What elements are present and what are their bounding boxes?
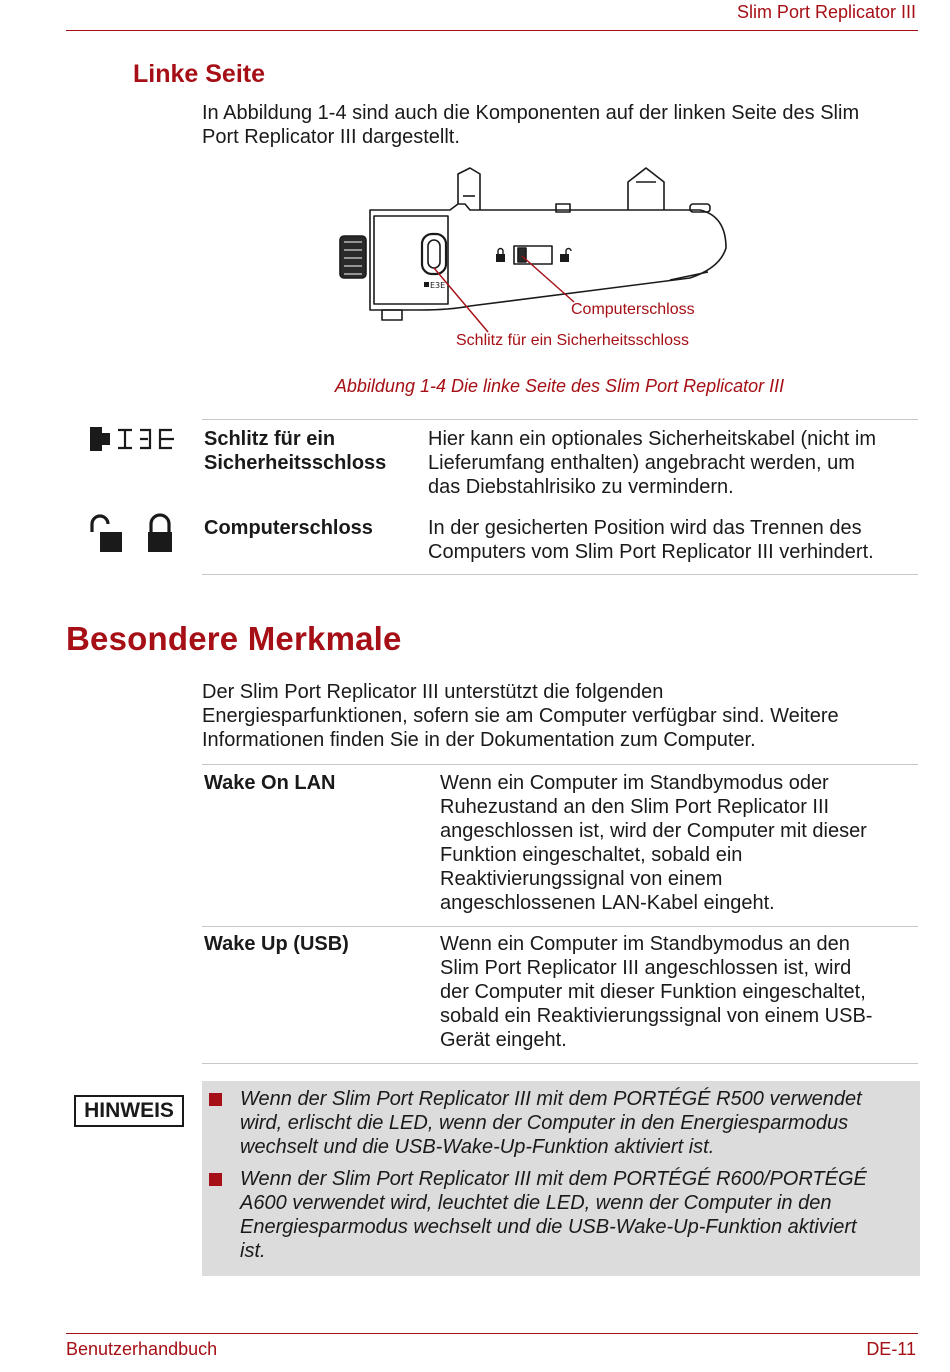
desc-wake-on-lan (440, 771, 867, 915)
intro-line: Informationen finden Sie in der Dokumentation zum Computer. (202, 729, 756, 751)
desc-line: Slim Port Replicator III angeschlossen ist, wird (440, 957, 852, 979)
table-row (202, 420, 918, 510)
feature-table (202, 764, 918, 1064)
note-line: Energiesparmodus wechselt und die USB-Wake-Up-Funktion aktiviert (240, 1216, 857, 1238)
desc-line: Wenn ein Computer im Standbymodus oder (440, 772, 829, 794)
desc-line: angeschlossenen LAN-Kabel eingeht. (440, 892, 775, 914)
term-wake-on-lan: Wake On LAN (204, 772, 336, 794)
figure-device-left-side (330, 160, 750, 360)
intro-line: Port Replicator III dargestellt. (202, 126, 460, 148)
term-line: Schlitz für ein (204, 428, 336, 450)
term-security-slot (204, 427, 386, 475)
desc-line: Hier kann ein optionales Sicherheitskabel (nicht im (428, 428, 877, 450)
footer-left: Benutzerhandbuch (66, 1339, 218, 1359)
component-table (202, 419, 918, 575)
device-illustration (330, 160, 750, 360)
note-line: wird, erlischt die LED, wenn der Computer in den Energiesparmodus (240, 1112, 849, 1134)
desc-line: Wenn ein Computer im Standbymodus an den (440, 933, 850, 955)
desc-line: sobald ein Reaktivierungssignal von einem USB- (440, 1005, 873, 1027)
desc-computerschloss (428, 516, 874, 564)
callout-computerschloss: Computerschloss (571, 301, 695, 318)
desc-line: angeschlossen ist, wird der Computer mit dieser (440, 820, 867, 842)
desc-line: Reaktivierungssignal von einem (440, 868, 723, 890)
intro-line: In Abbildung 1-4 sind auch die Komponenten auf der linken Seite des Slim (202, 102, 860, 124)
note-bullet-1 (240, 1087, 918, 1159)
desc-line: der Computer mit dieser Funktion eingeschaltet, (440, 981, 866, 1003)
desc-security-slot (428, 427, 876, 499)
desc-line: Computers vom Slim Port Replicator III verhindert. (428, 541, 874, 563)
page-number: DE-11 (866, 1339, 916, 1359)
section-heading-besondere-merkmale: Besondere Merkmale (66, 620, 402, 657)
note-line: A600 verwendet wird, leuchtet die LED, wenn der Computer in den (240, 1192, 832, 1214)
desc-wake-up-usb (440, 932, 872, 1052)
unlocked-icon (92, 516, 122, 552)
table-row (202, 765, 918, 926)
figure-caption: Abbildung 1-4 Die linke Seite des Slim Port Replicator III (334, 376, 785, 396)
security-slot-icon (88, 424, 176, 454)
section-heading-linke-seite: Linke Seite (133, 60, 265, 88)
page-header (66, 0, 918, 31)
locked-icon (148, 515, 172, 552)
term-line: Computerschloss (204, 517, 373, 539)
note-box (202, 1081, 920, 1276)
bullet-icon (209, 1093, 222, 1106)
desc-line: In der gesicherten Position wird das Trennen des (428, 517, 862, 539)
desc-line: das Diebstahlrisiko zu vermindern. (428, 476, 734, 498)
note-bullet-2 (240, 1167, 918, 1263)
note-label: HINWEIS (74, 1095, 184, 1127)
term-line: Sicherheitsschloss (204, 452, 387, 474)
section1-intro (202, 101, 859, 149)
term-computerschloss (204, 516, 373, 540)
note-line: Wenn der Slim Port Replicator III mit dem PORTÉGÉ R600/PORTÉGÉ (240, 1168, 867, 1190)
desc-line: Gerät eingeht. (440, 1029, 567, 1051)
table-row (202, 510, 918, 574)
note-line: Wenn der Slim Port Replicator III mit dem PORTÉGÉ R500 verwendet (240, 1088, 862, 1110)
desc-line: Funktion eingeschaltet, sobald ein (440, 844, 743, 866)
lock-icons (88, 512, 180, 554)
term-wake-up-usb: Wake Up (USB) (204, 933, 349, 955)
header-title: Slim Port Replicator III (736, 2, 916, 22)
section2-intro (202, 680, 839, 752)
intro-line: Der Slim Port Replicator III unterstützt die folgenden (202, 681, 664, 703)
svg-text:E3E: E3E (430, 281, 446, 290)
callout-security-slot: Schlitz für ein Sicherheitsschloss (456, 332, 689, 349)
note-line: wechselt und die USB-Wake-Up-Funktion aktiviert ist. (240, 1136, 715, 1158)
note-line: ist. (240, 1240, 266, 1262)
desc-line: Lieferumfang enthalten) angebracht werden, um (428, 452, 855, 474)
bullet-icon (209, 1173, 222, 1186)
page-footer (66, 1333, 918, 1359)
table-row (202, 926, 918, 1063)
intro-line: Energiesparfunktionen, sofern sie am Computer verfügbar sind. Weitere (202, 705, 839, 727)
desc-line: Ruhezustand an den Slim Port Replicator III (440, 796, 830, 818)
